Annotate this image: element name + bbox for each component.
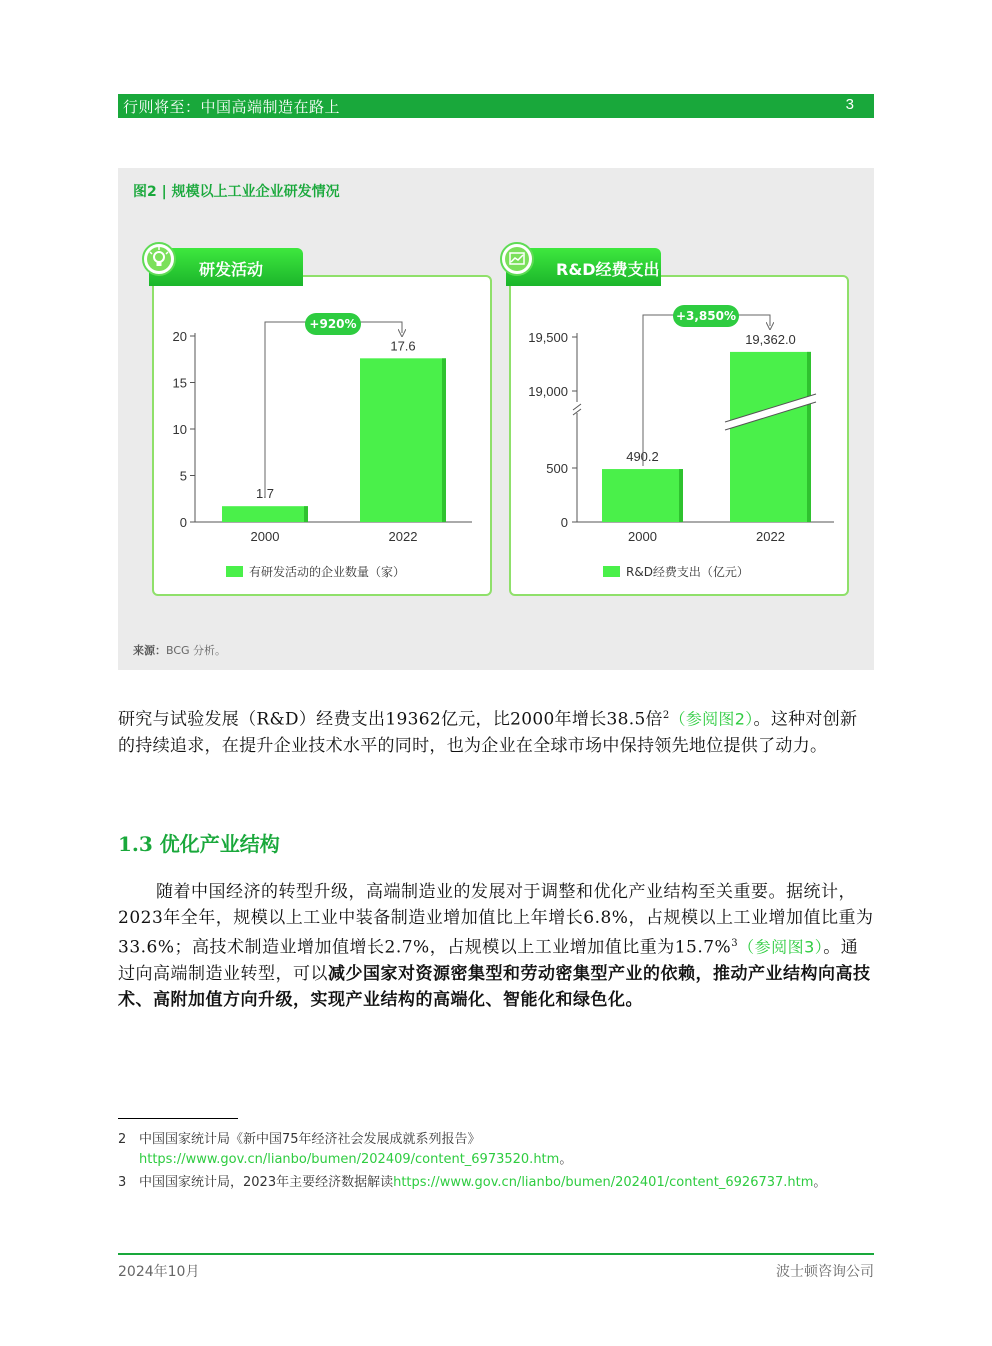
growth-label-rd-spending: +3,850%	[675, 309, 737, 323]
bar	[730, 352, 811, 522]
figure-ref-link[interactable]: （参阅图3）	[738, 937, 824, 957]
bar-shade	[807, 352, 811, 522]
para2-bold-text: 减少国家对资源密集型和劳动密集型产业的依赖，推动产业结构向高技术、高附加值方向升级，实现产业结构的高端化、智能化和绿色化。	[118, 963, 871, 1010]
footnote-number: 2	[118, 1132, 127, 1147]
para1-text-a: 研究与试验发展（R&D）经费支出19362亿元，比2000年增长38.5倍	[118, 709, 663, 730]
header-title: 行则将至：中国高端制造在路上	[123, 98, 341, 116]
x-tick-label: 2022	[388, 529, 418, 544]
bar-shade	[304, 506, 308, 522]
footnote-3	[118, 1173, 878, 1193]
bar-shade	[679, 469, 683, 522]
bar	[602, 469, 683, 522]
legend-label-rd-activity: 有研发活动的企业数量（家）	[249, 565, 406, 579]
panel-title-rd-activity: 研发活动	[199, 260, 264, 279]
data-label: 490.2	[626, 449, 659, 465]
y-tick-label: 0	[560, 515, 568, 530]
legend-rd-activity	[226, 563, 405, 580]
footnote-end: 。	[813, 1175, 827, 1190]
body-paragraph-2	[118, 879, 874, 1013]
para2-text-a: 随着中国经济的转型升级，高端制造业的发展对于调整和优化产业结构至关重要。据统计，2023年全年，规模以上工业中装备制造业增加值比上年增长6.8%，占规模以上工业增加值比重为33.6%；高技术制造业增加值增长2.7%，占规模以上工业增加值比重为15.7%	[118, 882, 874, 958]
panel-title-rd-spending: R&D经费支出	[556, 260, 660, 279]
data-label: 1.7	[255, 486, 275, 502]
footnote-ref-3[interactable]: 3	[731, 938, 739, 949]
x-tick-label: 2022	[756, 529, 785, 544]
legend-label-rd-spending: R&D经费支出（亿元）	[626, 565, 749, 579]
page-number: 3	[845, 96, 854, 113]
legend-rd-spending	[603, 563, 749, 580]
footnote-end: 。	[559, 1152, 573, 1167]
footer-divider	[118, 1253, 874, 1255]
footnote-link[interactable]: https://www.gov.cn/lianbo/bumen/202409/content_6973520.htm	[139, 1152, 560, 1167]
footnote-2	[118, 1130, 878, 1170]
data-label: 19,362.0	[745, 331, 796, 347]
footnote-number: 3	[118, 1175, 127, 1190]
y-tick-label: 15	[172, 375, 187, 391]
bar	[360, 358, 446, 522]
y-tick-label: 10	[172, 422, 187, 437]
figure-title: 图2 | 规模以上工业企业研发情况	[133, 184, 340, 200]
y-tick-label: 5	[179, 468, 187, 484]
legend-swatch	[603, 566, 620, 577]
y-tick-label: 20	[172, 329, 187, 344]
data-label: 17.6	[390, 338, 416, 354]
section-title: 1.3 优化产业结构	[118, 832, 280, 856]
y-tick-label: 19,000	[528, 384, 568, 399]
source-text: BCG 分析。	[166, 644, 227, 657]
y-tick-label: 500	[546, 461, 568, 476]
body-paragraph-1	[118, 703, 874, 759]
source-label: 来源：	[133, 644, 166, 657]
growth-label-rd-activity: +920%	[309, 317, 357, 331]
para2-text-b: 。通过向高端制造业转型，可以	[118, 937, 859, 984]
footnote-divider	[118, 1118, 238, 1119]
footer-company: 波士顿咨询公司	[776, 1264, 874, 1280]
footnote-ref-2[interactable]: 2	[662, 710, 670, 721]
chart-rd-activity	[173, 313, 472, 544]
legend-swatch	[226, 566, 243, 577]
x-tick-label: 2000	[628, 529, 657, 544]
x-tick-label: 2000	[250, 529, 280, 544]
footnote-link[interactable]: https://www.gov.cn/lianbo/bumen/202401/content_6926737.htm	[393, 1175, 814, 1190]
footer-date: 2024年10月	[118, 1264, 200, 1280]
y-tick-label: 0	[179, 515, 187, 530]
footnote-text: 中国国家统计局《新中国75年经济社会发展成就系列报告》	[139, 1132, 481, 1147]
footnote-text: 中国国家统计局，2023年主要经济数据解读	[139, 1175, 394, 1190]
figure-ref-link[interactable]: （参阅图2）	[669, 709, 754, 729]
para1-text-b: 。这种对创新的持续追求，在提升企业技术水平的同时，也为企业在全球市场中保持领先地位提供了动力。	[118, 709, 858, 756]
chart-rd-spending	[528, 305, 834, 544]
bar-shade	[442, 358, 446, 522]
y-tick-label: 19,500	[528, 330, 568, 345]
bar	[222, 506, 308, 522]
